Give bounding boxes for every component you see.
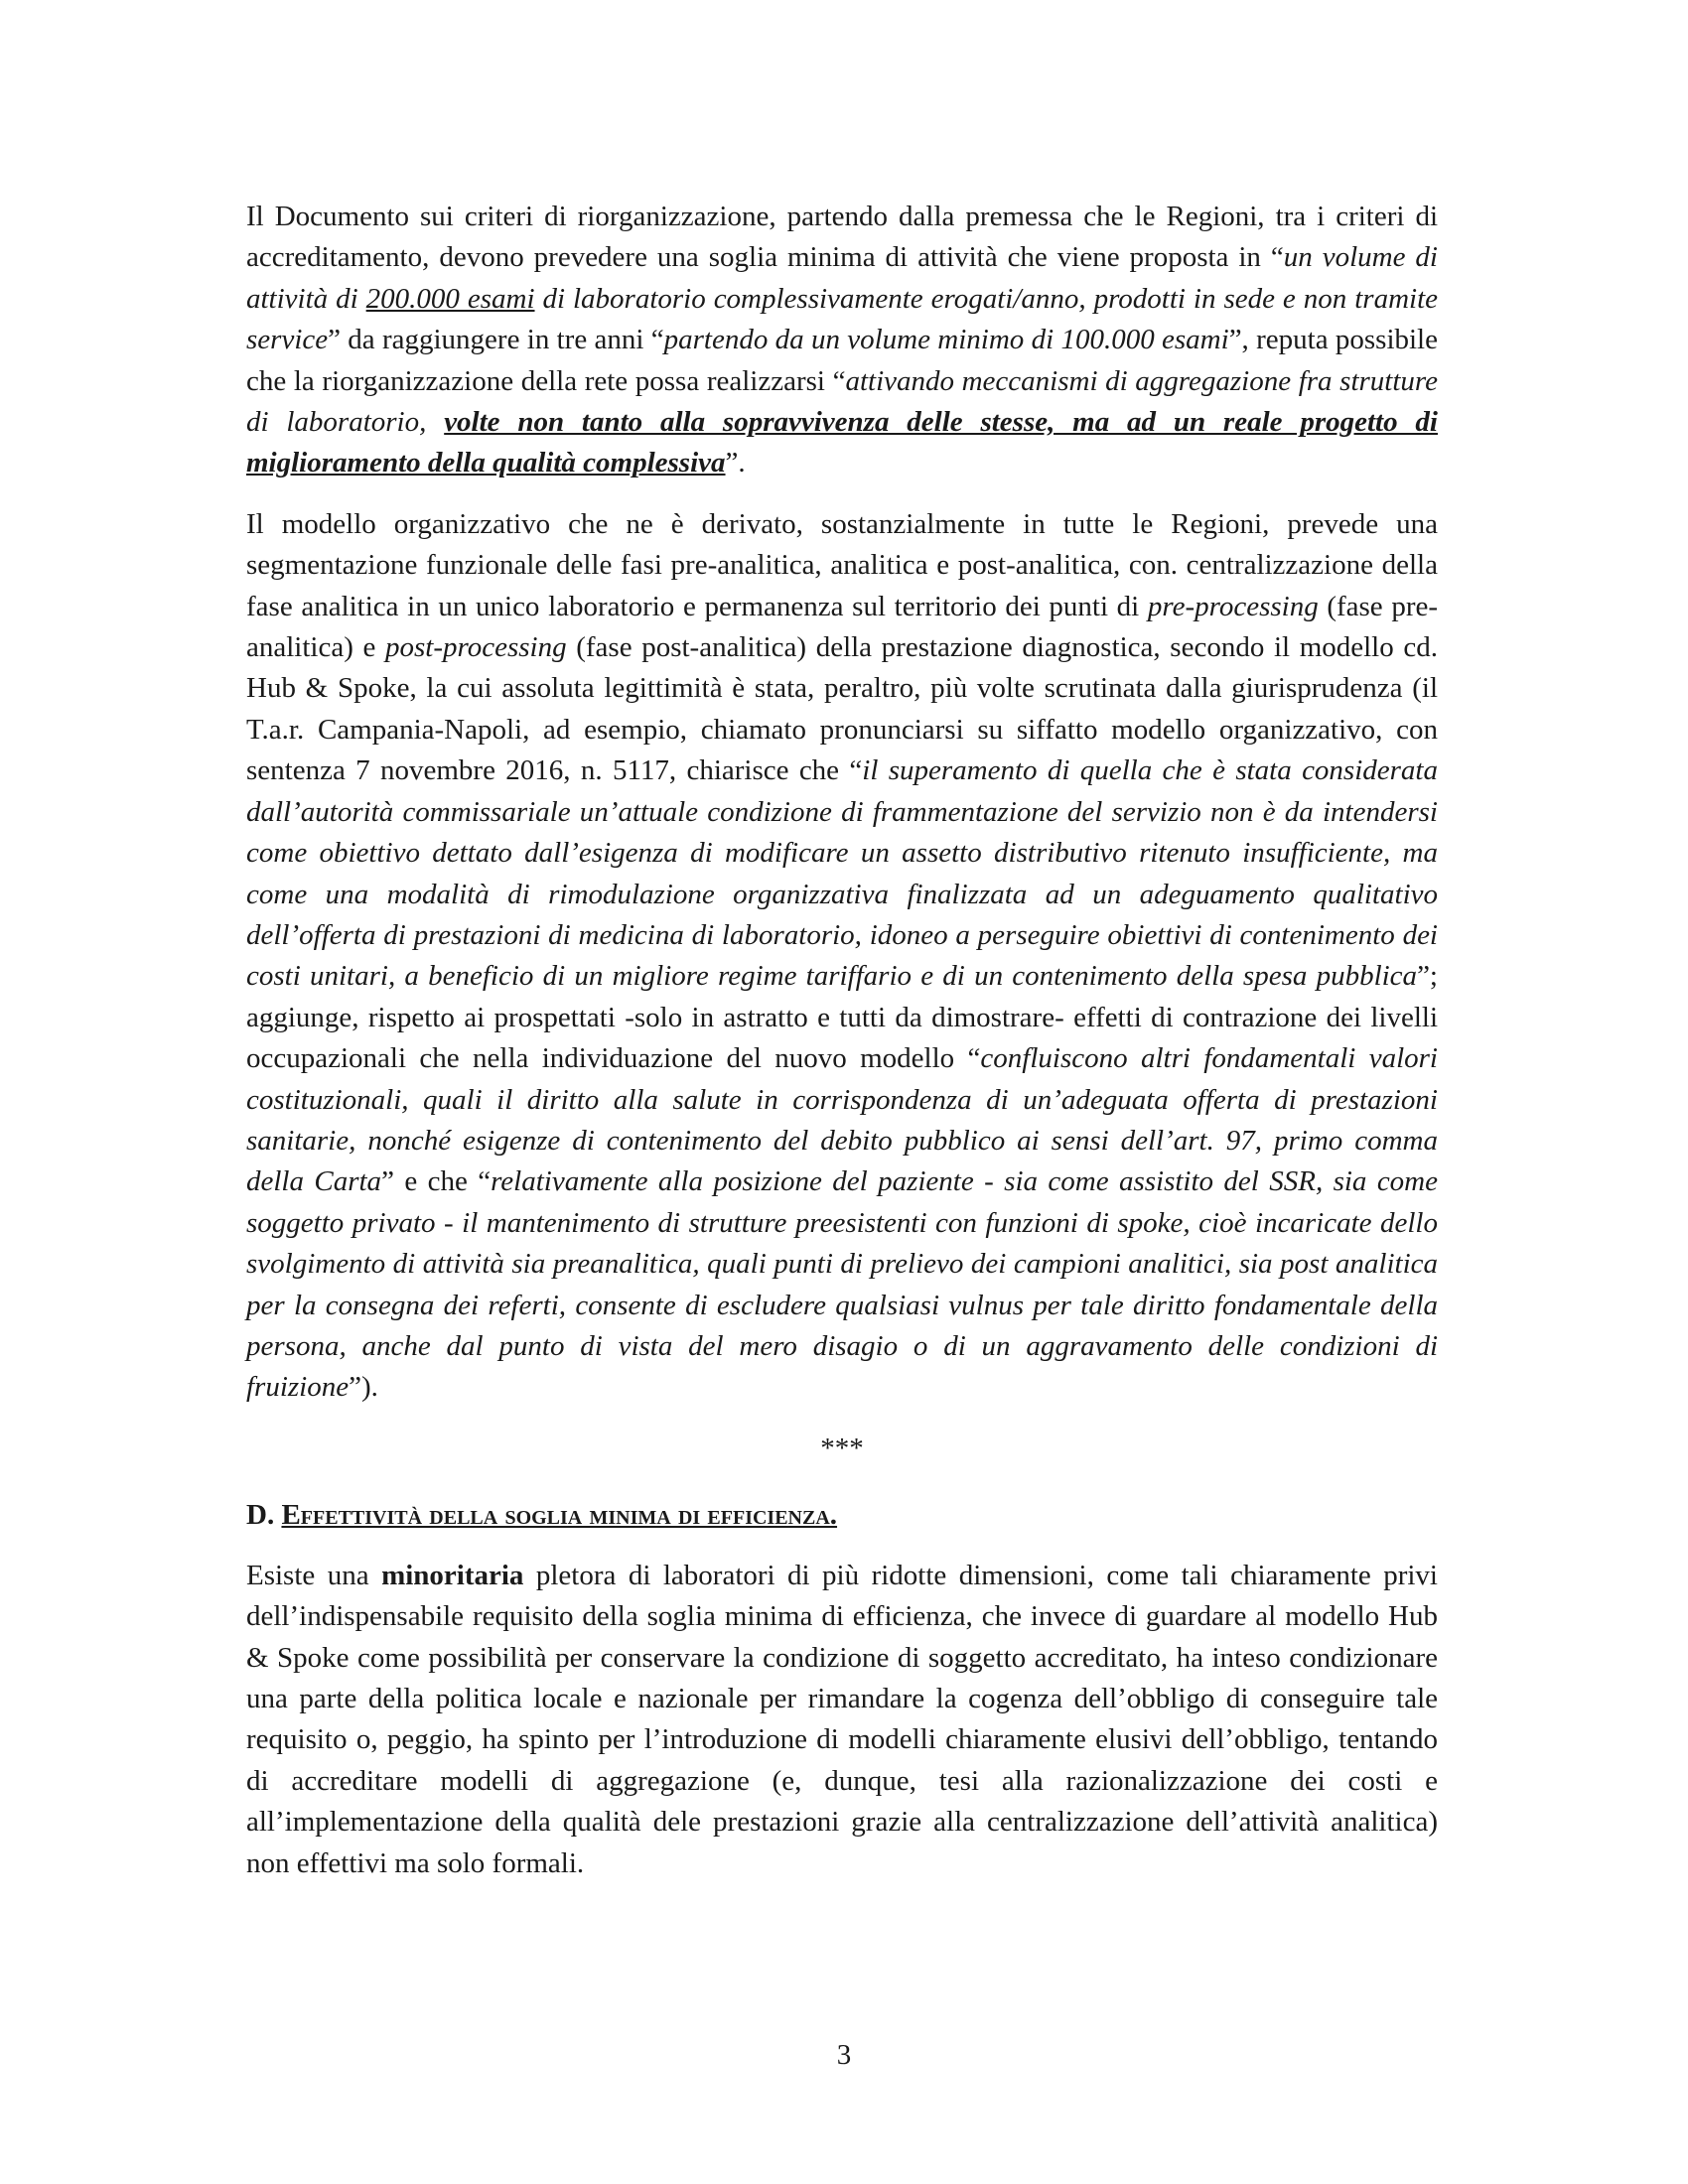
paragraph-criteri-riorganizzazione: Il Documento sui criteri di riorganizzazione, partendo dalla premessa che le Regioni, tra i criteri di accreditamento, devono prevedere una soglia minima di attività che viene proposta in “un volume di attività di 200.000 esami di laboratorio complessivamente erogati/anno, prodotti in sede e non tramite service” da raggiungere in tre anni “partendo da un volume minimo di 100.000 esami”, reputa possibile che la riorganizzazione della rete possa realizzarsi “attivando meccanismi di aggregazione fra strutture di laboratorio, volte non tanto alla sopravvivenza delle stesse, ma ad un reale progetto di miglioramento della qualità complessiva”.	[246, 201, 1439, 479]
paragraph-soglia-minima: Esiste una minoritaria pletora di laboratori di più ridotte dimensioni, come tali chiaramente privi dell’indispensabile requisito della soglia minima di efficienza, che invece di guardare al modello Hub & Spoke come possibilità per conservare la condizione di soggetto accreditato, ha inteso condizionare una parte della politica locale e nazionale per rimandare la cogenza dell’obbligo di conseguire tale requisito o, peggio, ha spinto per l’introduzione di modelli chiaramente elusivi dell’obbligo, tentando di accreditare modelli di aggregazione (e, dunque, tesi alla razionalizzazione dei costi e all’implementazione della qualità dele prestazioni grazie alla centralizzazione dell’attività analitica) non effettivi ma solo formali.	[246, 1559, 1438, 1879]
quote-sentenza: il superamento di quella che è stata considerata dall’autorità commissariale un’attuale condizione di frammentazione del servizio non è da intendersi come obiettivo dettato dall’esigenza di modificare un assetto distributivo ritenuto insufficiente, ma come una modalità di rimodulazione organizzativa finalizzata ad un adeguamento qualitativo dell’offerta di prestazioni di medicina di laboratorio, idoneo a perseguire obiettivi di contenimento dei costi unitari, a beneficio di un migliore regime tariffario e di un contenimento della spesa pubblica	[246, 754, 1438, 993]
emphasized-quote: volte non tanto alla sopravvivenza delle stesse, ma ad un reale progetto di miglioramento della qualità complessiva	[246, 406, 1438, 479]
paragraph-modello-organizzativo: Il modello organizzativo che ne è derivato, sostanzialmente in tutte le Regioni, prevede una segmentazione funzionale delle fasi pre-analitica, analitica e post-analitica, con. centralizzazione della fase analitica in un unico laboratorio e permanenza sul territorio dei punti di pre-processing (fase pre-analitica) e post-processing (fase post-analitica) della prestazione diagnostica, secondo il modello cd. Hub & Spoke, la cui assoluta legittimità è stata, peraltro, più volte scrutinata dalla giurisprudenza (il T.a.r. Campania-Napoli, ad esempio, chiamato pronunciarsi su siffatto modello organizzativo, con sentenza 7 novembre 2016, n. 5117, chiarisce che “il superamento di quella che è stata considerata dall’autorità commissariale un’attuale condizione di frammentazione del servizio non è da intendersi come obiettivo dettato dall’esigenza di modificare un assetto distributivo ritenuto insufficiente, ma come una modalità di rimodulazione organizzativa finalizzata ad un adeguamento qualitativo dell’offerta di prestazioni di medicina di laboratorio, idoneo a perseguire obiettivi di contenimento dei costi unitari, a beneficio di un migliore regime tariffario e di un contenimento della spesa pubblica”; aggiunge, rispetto ai prospettati -solo in astratto e tutti da dimostrare- effetti di contrazione dei livelli occupazionali che nella individuazione del nuovo modello “confluiscono altri fondamentali valori costituzionali, quali il diritto alla salute in corrispondenza di un’adeguata offerta di prestazioni sanitarie, nonché esigenze di contenimento del debito pubblico ai sensi dell’art. 97, primo comma della Carta” e che “relativamente alla posizione del paziente - sia come assistito del SSR, sia come soggetto privato - il mantenimento di strutture preesistenti con funzioni di spoke, cioè incaricate dello svolgimento di attività sia preanalitica, quali punti di prelievo dei campioni analitici, sia post analitica per la consegna dei referti, consente di escludere qualsiasi vulnus per tale diritto fondamentale della persona, anche dal punto di vista del mero disagio o di un aggravamento delle condizioni di fruizione”).	[246, 507, 1439, 1404]
section-separator: ***	[820, 1432, 864, 1464]
section-letter: D.	[246, 1498, 275, 1531]
section-heading-d	[246, 1495, 1438, 1536]
section-title: Effettività della soglia minima di efficienza.	[281, 1498, 838, 1531]
page-number: 3	[836, 2039, 852, 2071]
document-page	[246, 197, 1438, 1904]
